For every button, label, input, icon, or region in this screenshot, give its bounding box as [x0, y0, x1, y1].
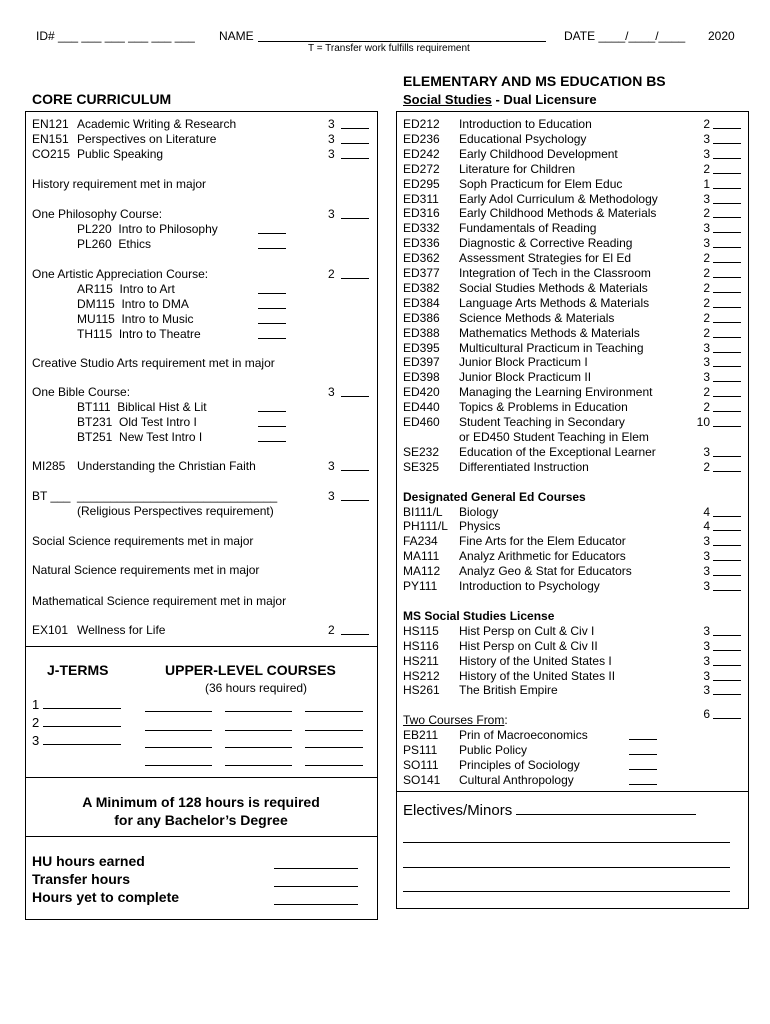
course-title: Public Policy	[459, 743, 528, 758]
hours-label: HU hours earned	[32, 853, 145, 869]
course-code: ED460	[403, 415, 440, 429]
grade-blank[interactable]	[713, 579, 741, 591]
credit-hours: 3	[703, 236, 710, 251]
grade-blank[interactable]	[713, 669, 741, 681]
option-row: DM115 Intro to DMA	[77, 297, 189, 312]
course-title: Early Adol Curriculum & Methodology	[459, 191, 658, 206]
grade-blank[interactable]	[341, 132, 369, 144]
course-title: Cultural Anthropology	[459, 772, 574, 787]
option-row: TH115 Intro to Theatre	[77, 327, 201, 342]
credit-hours: 1	[703, 176, 710, 191]
course-code: HS116	[403, 638, 439, 653]
credit-hours: 3	[703, 191, 710, 206]
course-title: Science Methods & Materials	[459, 310, 615, 325]
course-code: HS211	[403, 653, 439, 668]
grade-blank[interactable]	[341, 385, 369, 397]
id-label: ID# ___ ___ ___ ___ ___ ___	[36, 29, 195, 43]
upper-blank[interactable]	[145, 711, 212, 712]
credit-hours: 6	[703, 707, 710, 722]
grade-blank[interactable]	[713, 445, 741, 457]
course-title: Principles of Sociology	[459, 758, 580, 772]
course-title: History of the United States I	[459, 653, 612, 668]
electives-blank[interactable]	[516, 814, 696, 815]
course-code: ED362	[403, 251, 440, 266]
credit-hours: 3	[703, 683, 710, 698]
ed460-note: or ED450 Student Teaching in Elem	[459, 429, 649, 444]
grade-blank[interactable]	[713, 355, 741, 367]
credit-hours: 3	[703, 668, 710, 683]
grade-blank[interactable]	[713, 251, 741, 263]
upper-blank[interactable]	[305, 765, 363, 766]
course-title: History of the United States II	[459, 668, 616, 683]
course-code: ED212	[403, 117, 440, 131]
course-title: Managing the Learning Environment	[459, 385, 653, 400]
grade-blank[interactable]	[713, 370, 741, 382]
upper-level-note: (36 hours required)	[205, 681, 308, 695]
course-title: Topics & Problems in Education	[459, 400, 628, 415]
course-title: Assessment Strategies for El Ed	[459, 251, 632, 266]
grade-blank[interactable]	[713, 296, 741, 308]
jterm-item: 3	[32, 732, 121, 750]
credit-hours: 3	[703, 370, 710, 385]
course-title: Analyz Geo & Stat for Educators	[459, 564, 632, 579]
course-code: ED377	[403, 266, 440, 280]
course-code: MA111	[403, 549, 440, 564]
jterm-item: 1	[32, 696, 121, 714]
credit-hours: 3	[703, 653, 710, 668]
option-row: PL260 Ethics	[77, 237, 151, 252]
grade-blank[interactable]	[341, 267, 369, 279]
course-code: PH111/L	[403, 519, 448, 534]
credit-hours: 3	[703, 131, 710, 146]
grade-blank[interactable]	[341, 147, 369, 159]
course-code: ED397	[403, 355, 440, 370]
upper-blank[interactable]	[145, 730, 212, 731]
course-title: The British Empire	[459, 683, 558, 698]
upper-blank[interactable]	[305, 747, 363, 748]
course-code: FA234	[403, 534, 438, 549]
option-blank[interactable]	[258, 312, 286, 324]
core-curriculum-heading: CORE CURRICULUM	[32, 91, 172, 107]
credit-hours: 2	[703, 459, 710, 474]
credit-hours: 10	[696, 415, 710, 429]
two-courses-row	[403, 707, 710, 728]
course-code: ED242	[403, 146, 440, 161]
date-blanks[interactable]: ____/____/____	[598, 29, 686, 43]
ms-license-heading: MS Social Studies License	[403, 608, 555, 623]
course-title: Prin of Macroeconomics	[459, 728, 588, 743]
option-row: MU115 Intro to Music	[77, 312, 194, 327]
credit-hours: 2	[703, 206, 710, 221]
course-code: PS111	[403, 743, 438, 758]
course-code: ED420	[403, 385, 440, 400]
option-row: BT251 New Test Intro I	[77, 430, 202, 445]
credit-hours: 3	[703, 623, 710, 638]
credit-hours: 3	[703, 355, 710, 370]
credit-hours: 2	[703, 280, 710, 295]
hours-blank[interactable]	[274, 904, 358, 905]
name-label: NAME	[219, 29, 254, 43]
grade-blank[interactable]	[713, 326, 741, 338]
course-code: ED272	[403, 161, 440, 176]
course-title: Soph Practicum for Elem Educ	[459, 176, 623, 191]
grade-blank[interactable]	[341, 207, 369, 219]
option-blank[interactable]	[258, 237, 286, 249]
natural-note: Natural Science requirements met in major	[32, 563, 260, 577]
course-title: Literature for Children	[459, 161, 576, 176]
grade-blank[interactable]	[713, 564, 741, 576]
two-courses-colon: :	[504, 713, 508, 728]
course-code: SE232	[403, 444, 440, 459]
option-blank[interactable]	[258, 222, 286, 234]
course-title: Multicultural Practicum in Teaching	[459, 340, 644, 355]
philosophy-row: One Philosophy Course: 3	[32, 207, 162, 222]
date-label: DATE ____/____/____	[564, 29, 686, 43]
electives-line[interactable]	[403, 842, 730, 843]
course-code: ED316	[403, 206, 440, 221]
bt-blank[interactable]: ______________________________	[77, 489, 278, 503]
course-code: SO141	[403, 772, 441, 787]
credit-hours: 3	[703, 549, 710, 564]
grade-blank[interactable]	[713, 549, 741, 561]
credit-hours: 3	[703, 534, 710, 549]
id-blanks[interactable]: ___ ___ ___ ___ ___ ___	[58, 29, 195, 43]
course-title: Introduction to Education	[459, 117, 592, 131]
hours-blank[interactable]	[274, 868, 358, 869]
course-title: Student Teaching in Secondary	[459, 415, 625, 429]
grade-blank[interactable]	[341, 459, 369, 471]
hours-label: Hours yet to complete	[32, 889, 180, 905]
course-title: Hist Persp on Cult & Civ I	[459, 623, 595, 638]
option-row: BT111 Biblical Hist & Lit	[77, 400, 207, 415]
grade-blank[interactable]	[713, 400, 741, 412]
grade-blank[interactable]	[713, 311, 741, 323]
upper-blank[interactable]	[225, 711, 292, 712]
jterm-blank[interactable]	[43, 708, 121, 709]
grade-blank[interactable]	[713, 221, 741, 233]
grade-blank[interactable]	[713, 341, 741, 353]
course-title: Analyz Arithmetic for Educators	[459, 549, 626, 564]
grade-blank[interactable]	[713, 132, 741, 144]
grade-blank[interactable]	[713, 519, 741, 531]
course-code: ED388	[403, 325, 440, 340]
jterm-blank[interactable]	[43, 726, 121, 727]
course-title: Biology	[459, 504, 499, 519]
credit-hours: 3	[703, 221, 710, 236]
upper-blank[interactable]	[225, 747, 292, 748]
course-code: EB211	[403, 728, 439, 743]
option-row: PL220 Intro to Philosophy	[77, 222, 218, 237]
grade-blank[interactable]	[713, 505, 741, 517]
course-code: ED236	[403, 131, 440, 146]
upper-level-heading: UPPER-LEVEL COURSES	[165, 662, 336, 678]
upper-level-blanks	[145, 697, 365, 769]
divider	[25, 646, 377, 647]
grade-blank[interactable]	[713, 281, 741, 293]
upper-blank[interactable]	[145, 765, 212, 766]
course-title: Mathematics Methods & Materials	[459, 325, 640, 340]
option-blank[interactable]	[629, 728, 657, 740]
option-blank[interactable]	[629, 773, 657, 785]
credit-hours: 3	[703, 340, 710, 355]
credit-hours: 2	[703, 251, 710, 266]
credit-hours: 3	[703, 564, 710, 579]
grade-blank[interactable]	[713, 654, 741, 666]
bt-note: (Religious Perspectives requirement)	[77, 504, 274, 518]
divider	[25, 836, 377, 837]
two-courses-label: Two Courses From	[403, 713, 505, 728]
math-note: Mathematical Science requirement met in major	[32, 594, 287, 608]
credit-hours: 4	[703, 519, 710, 534]
course-code: ED440	[403, 400, 440, 415]
credit-hours: 3	[703, 146, 710, 161]
jterms-heading: J-TERMS	[47, 662, 109, 678]
grade-blank[interactable]	[713, 177, 741, 189]
option-blank[interactable]	[629, 743, 657, 755]
course-code: SE325	[403, 459, 440, 474]
artistic-row: One Artistic Appreciation Course: 2	[32, 267, 208, 282]
course-code: HS115	[403, 623, 439, 638]
course-code: ED384	[403, 295, 440, 310]
course-code: SO111	[403, 758, 439, 772]
option-row: AR115 Intro to Art	[77, 282, 175, 297]
creative-note: Creative Studio Arts requirement met in major	[32, 356, 275, 370]
jterm-blank[interactable]	[43, 744, 121, 745]
grade-blank[interactable]	[713, 162, 741, 174]
course-code: ED386	[403, 310, 440, 325]
minimum-hours-note: A Minimum of 128 hours is required for any Bachelor’s Degree	[82, 794, 320, 828]
grade-blank[interactable]	[713, 147, 741, 159]
credit-hours: 4	[703, 504, 710, 519]
upper-blank[interactable]	[145, 747, 212, 748]
social-note: Social Science requirements met in major	[32, 534, 254, 548]
credit-hours: 3	[703, 444, 710, 459]
course-code: ED382	[403, 280, 440, 295]
credit-hours: 2	[703, 400, 710, 415]
option-blank[interactable]	[258, 400, 286, 412]
credit-hours: 2	[703, 117, 710, 131]
grade-blank[interactable]	[713, 639, 741, 651]
grade-blank[interactable]	[713, 236, 741, 248]
grade-blank[interactable]	[713, 266, 741, 278]
divider	[25, 777, 377, 778]
course-title: Educational Psychology	[459, 131, 587, 146]
transfer-note: T = Transfer work fulfills requirement	[308, 43, 470, 54]
upper-blank[interactable]	[305, 730, 363, 731]
course-title: Fundamentals of Reading	[459, 221, 597, 236]
grade-blank[interactable]	[713, 206, 741, 218]
option-blank[interactable]	[258, 327, 286, 339]
course-title: Diagnostic & Corrective Reading	[459, 236, 633, 251]
option-blank[interactable]	[258, 282, 286, 294]
name-field[interactable]	[258, 41, 546, 42]
grade-blank[interactable]	[713, 534, 741, 546]
course-title: Integration of Tech in the Classroom	[459, 266, 651, 280]
history-note: History requirement met in major	[32, 177, 207, 191]
hours-label: Transfer hours	[32, 871, 131, 887]
grade-blank[interactable]	[713, 707, 741, 719]
upper-blank[interactable]	[225, 730, 292, 731]
course-title: Junior Block Practicum II	[459, 370, 592, 385]
option-blank[interactable]	[258, 430, 286, 442]
grade-blank[interactable]	[713, 683, 741, 695]
grade-blank[interactable]	[713, 192, 741, 204]
hours-summary	[32, 852, 179, 906]
grade-blank[interactable]	[341, 117, 369, 129]
course-title: Early Childhood Methods & Materials	[459, 206, 657, 221]
course-code: BI111/L	[403, 504, 443, 519]
course-title: Education of the Exceptional Learner	[459, 444, 656, 459]
course-title: Differentiated Instruction	[459, 459, 589, 474]
credit-hours: 3	[703, 638, 710, 653]
upper-blank[interactable]	[305, 711, 363, 712]
course-title: Introduction to Psychology	[459, 579, 600, 593]
bible-row: One Bible Course: 3	[32, 385, 130, 400]
course-code: HS261	[403, 683, 440, 698]
credit-hours: 2	[703, 266, 710, 280]
course-title: Physics	[459, 519, 501, 534]
program-subtitle: Social Studies - Dual Licensure	[403, 92, 597, 107]
course-code: ED395	[403, 340, 440, 355]
credit-hours: 2	[703, 385, 710, 400]
grade-blank[interactable]	[713, 415, 741, 427]
program-title: ELEMENTARY AND MS EDUCATION BS	[403, 73, 666, 89]
electives-line[interactable]	[403, 867, 730, 868]
course-code: ED332	[403, 221, 440, 236]
grade-blank[interactable]	[341, 489, 369, 501]
credit-hours: 2	[703, 295, 710, 310]
course-code: PY111	[403, 579, 438, 593]
credit-hours: 2	[703, 310, 710, 325]
course-title: Fine Arts for the Elem Educator	[459, 534, 626, 549]
course-code: ED398	[403, 370, 440, 385]
grade-blank[interactable]	[341, 623, 369, 635]
course-title: Hist Persp on Cult & Civ II	[459, 638, 598, 653]
upper-blank[interactable]	[225, 765, 292, 766]
jterms-list	[32, 696, 121, 750]
option-blank[interactable]	[258, 415, 286, 427]
credit-hours: 3	[703, 579, 710, 593]
electives-line[interactable]	[403, 891, 730, 892]
course-title: Early Childhood Development	[459, 146, 618, 161]
divider	[396, 791, 748, 792]
credit-hours: 2	[703, 161, 710, 176]
course-title: Junior Block Practicum I	[459, 355, 588, 370]
hours-blank[interactable]	[274, 886, 358, 887]
grade-blank[interactable]	[713, 624, 741, 636]
course-title: Language Arts Methods & Materials	[459, 295, 650, 310]
course-code: HS212	[403, 668, 440, 683]
course-code: MA112	[403, 564, 441, 579]
electives-label: Electives/Minors	[403, 802, 696, 819]
grade-blank[interactable]	[713, 460, 741, 472]
jterm-item: 2	[32, 714, 121, 732]
year: 2020	[708, 29, 735, 43]
gen-ed-heading: Designated General Ed Courses	[403, 489, 586, 504]
option-blank[interactable]	[258, 297, 286, 309]
course-code: ED295	[403, 176, 440, 191]
option-row: BT231 Old Test Intro I	[77, 415, 197, 430]
course-code: ED336	[403, 236, 440, 251]
option-blank[interactable]	[629, 758, 657, 770]
grade-blank[interactable]	[713, 385, 741, 397]
course-title: Social Studies Methods & Materials	[459, 280, 648, 295]
grade-blank[interactable]	[713, 117, 741, 129]
course-code: ED311	[403, 191, 439, 206]
credit-hours: 2	[703, 325, 710, 340]
